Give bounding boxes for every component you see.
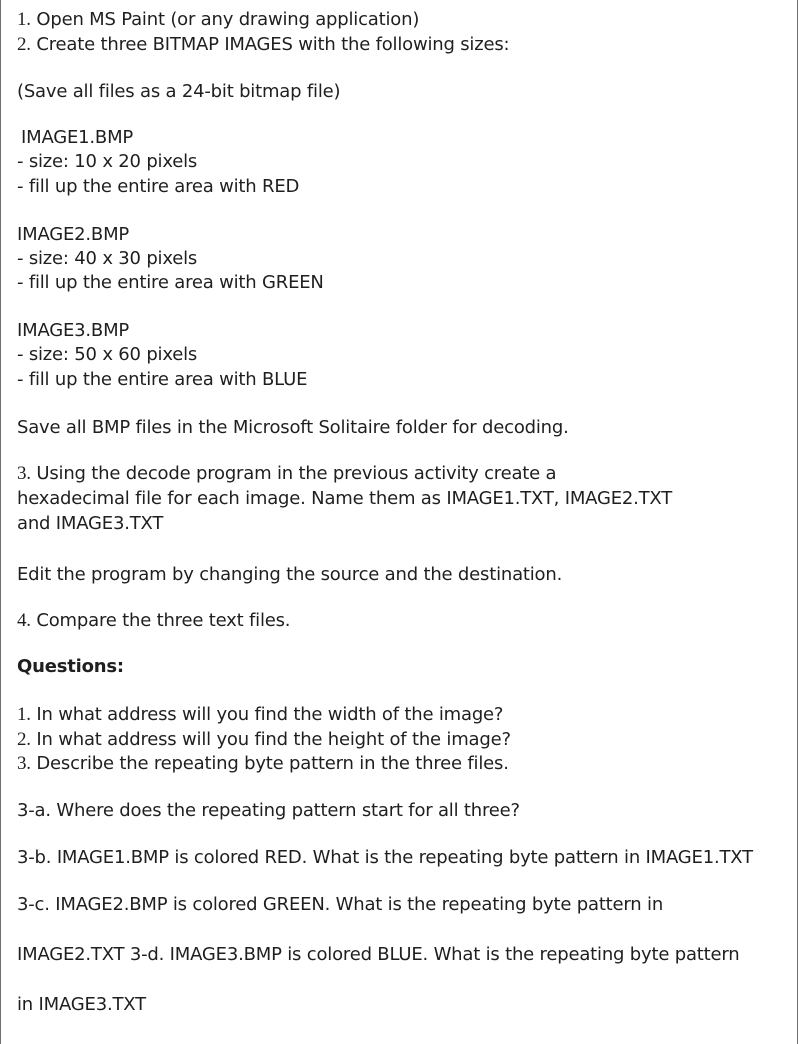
step-text: Create three BITMAP IMAGES with the following sizes: xyxy=(30,34,510,55)
image1-title: IMAGE1.BMP xyxy=(21,127,134,148)
question-text: In what address will you find the width of the image? xyxy=(30,704,504,725)
step-4 xyxy=(17,610,290,632)
step-text: Open MS Paint (or any drawing application) xyxy=(30,9,420,30)
edit-instruction: Edit the program by changing the source and the destination. xyxy=(17,564,563,585)
question-number: 2. xyxy=(17,729,31,750)
save-instruction: Save all BMP files in the Microsoft Solitaire folder for decoding. xyxy=(17,417,569,438)
question-3b: 3-b. IMAGE1.BMP is colored RED. What is the repeating byte pattern in IMAGE1.TXT xyxy=(17,847,753,868)
step-3 xyxy=(17,463,556,485)
step-number: 4. xyxy=(17,610,31,631)
question-3 xyxy=(17,753,509,775)
question-3c: 3-c. IMAGE2.BMP is colored GREEN. What is the repeating byte pattern in xyxy=(17,894,664,915)
step-number: 3. xyxy=(17,463,31,484)
question-3a: 3-a. Where does the repeating pattern start for all three? xyxy=(17,800,520,821)
question-text: In what address will you find the height of the image? xyxy=(30,729,511,750)
question-3d-cont: in IMAGE3.TXT xyxy=(17,994,146,1015)
question-3d: IMAGE2.TXT 3-d. IMAGE3.BMP is colored BLUE. What is the repeating byte pattern xyxy=(17,944,740,965)
step-1 xyxy=(17,9,419,31)
question-2 xyxy=(17,729,511,751)
step-text: Compare the three text files. xyxy=(30,610,291,631)
image3-fill: - fill up the entire area with BLUE xyxy=(17,369,308,390)
question-number: 3. xyxy=(17,753,31,774)
question-text: Describe the repeating byte pattern in the three files. xyxy=(30,753,509,774)
image1-size: - size: 10 x 20 pixels xyxy=(17,151,198,172)
question-1 xyxy=(17,704,503,726)
step-3-cont-1: hexadecimal file for each image. Name them as IMAGE1.TXT, IMAGE2.TXT xyxy=(17,488,673,509)
step-text: Using the decode program in the previous activity create a xyxy=(30,463,557,484)
step-3-cont-2: and IMAGE3.TXT xyxy=(17,513,164,534)
image1-fill: - fill up the entire area with RED xyxy=(17,176,300,197)
questions-heading: Questions: xyxy=(17,656,124,677)
step-number: 2. xyxy=(17,34,31,55)
image2-title: IMAGE2.BMP xyxy=(17,224,130,245)
step-number: 1. xyxy=(17,9,31,30)
image2-fill: - fill up the entire area with GREEN xyxy=(17,272,324,293)
question-number: 1. xyxy=(17,704,31,725)
image3-title: IMAGE3.BMP xyxy=(17,320,130,341)
image3-size: - size: 50 x 60 pixels xyxy=(17,344,198,365)
save-note: (Save all files as a 24-bit bitmap file) xyxy=(17,81,341,102)
image2-size: - size: 40 x 30 pixels xyxy=(17,248,198,269)
step-2 xyxy=(17,34,509,56)
